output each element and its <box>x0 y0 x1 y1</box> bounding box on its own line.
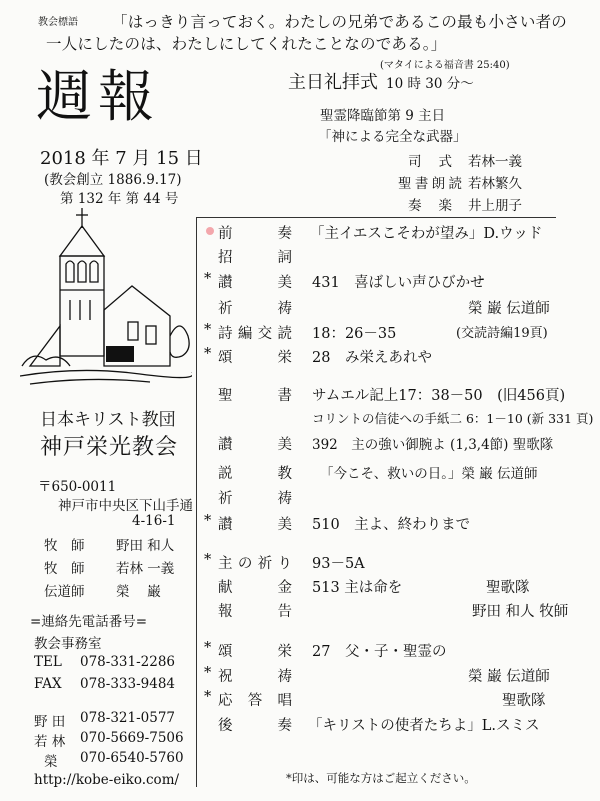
order-value: 18：26－35 <box>312 326 397 342</box>
fax-row <box>34 676 176 692</box>
phone-number: 070-5669-7506 <box>80 730 184 746</box>
minister-role: 牧 師 <box>44 561 85 577</box>
order-label: 前奏 <box>218 226 292 242</box>
stand-mark: * <box>204 552 212 568</box>
phone-row <box>34 750 184 770</box>
staff-row <box>398 172 568 190</box>
stand-mark: * <box>204 271 212 287</box>
address-line-2: 4-16-1 <box>132 513 176 529</box>
order-label: 頌栄 <box>218 644 292 660</box>
service-heading <box>288 68 474 94</box>
order-value: 513 主は命を <box>312 580 403 596</box>
order-value: 27 父・子・聖霊の <box>312 644 447 660</box>
order-label: 讃美 <box>218 437 292 453</box>
order-label: 祈祷 <box>218 491 292 507</box>
address-line-1: 神戸市中央区下山手通 <box>58 498 193 514</box>
staff-role: 奏楽 <box>408 198 452 214</box>
minister-role: 伝道師 <box>44 584 85 600</box>
staff-name: 若林繁久 <box>468 176 522 192</box>
order-extra: 聖歌隊 <box>486 580 530 596</box>
minister-role: 牧 師 <box>44 538 85 554</box>
fax-number: 078-333-9484 <box>80 676 176 692</box>
order-extra: (交読詩編19頁) <box>456 326 548 341</box>
staff-row <box>398 194 568 212</box>
church-illustration <box>20 206 192 396</box>
phone-name: 野 田 <box>34 714 66 730</box>
church-name: 神戸栄光教会 <box>40 435 179 460</box>
order-label: 讃美 <box>218 275 292 291</box>
liturgical-day: 聖霊降臨節第 9 主日 <box>320 108 446 124</box>
order-value: サムエル記上17：38－50 (旧456頁) <box>312 388 566 404</box>
order-label: 献金 <box>218 580 292 596</box>
column-divider <box>196 217 197 787</box>
website-url: http://kobe-eiko.com/ <box>34 772 180 788</box>
motto-source: (マタイによる福音書 25:40) <box>380 60 510 71</box>
order-label: 報告 <box>218 604 292 620</box>
order-label: 讃美 <box>218 517 292 533</box>
service-time: 10 時 30 分～ <box>386 76 474 92</box>
minister-row <box>44 580 161 600</box>
minister-name: 榮 巌 <box>116 584 161 600</box>
order-value: 「今こそ、救いの日。」榮 巌 伝道師 <box>320 466 538 482</box>
order-label: 祈祷 <box>218 301 292 317</box>
tel-row <box>34 654 176 670</box>
motto-line-2: 一人にしたのは、わたしにしてくれたことなのである。」 <box>46 35 447 53</box>
order-label: 聖書 <box>218 388 292 404</box>
service-title: 主日礼拝式 <box>288 72 378 93</box>
phone-name: 榮 <box>44 754 58 770</box>
order-label: 頌栄 <box>218 350 292 366</box>
order-label: 応答唱 <box>218 693 292 709</box>
phone-row <box>34 710 176 730</box>
stand-mark: * <box>204 346 212 362</box>
phone-number: 078-321-0577 <box>80 710 176 726</box>
bulletin-date: 2018 年 7 月 15 日 <box>40 148 203 169</box>
phone-name: 若 林 <box>34 734 66 750</box>
order-value: 28 み栄えあれや <box>312 350 432 366</box>
order-label: 詩編交読 <box>218 326 292 342</box>
bulletin-title: 週報 <box>36 65 160 130</box>
staff-role: 聖書朗読 <box>398 176 462 192</box>
minister-row <box>44 534 175 554</box>
stand-mark: * <box>204 689 212 705</box>
tel-label: TEL <box>34 654 62 670</box>
staff-name: 井上朋子 <box>468 198 522 214</box>
order-extra: 榮 巌 伝道師 <box>468 669 550 685</box>
order-label: 主の祈り <box>218 556 292 572</box>
motto-label: 教会標語 <box>38 17 78 28</box>
contact-heading: =連絡先電話番号= <box>30 614 148 630</box>
phone-row <box>34 730 184 750</box>
order-label: 招詞 <box>218 250 292 266</box>
postal-code: 〒650-0011 <box>38 479 117 495</box>
staff-name: 若林一義 <box>468 154 522 170</box>
highlight-dot <box>206 227 214 235</box>
order-extra: 聖歌隊 <box>502 693 546 709</box>
minister-name: 若林 一義 <box>116 561 175 577</box>
staff-role: 司式 <box>408 154 452 170</box>
order-label: 後奏 <box>218 718 292 734</box>
stand-mark: * <box>204 665 212 681</box>
order-label: 説教 <box>218 466 292 482</box>
order-extra: 野田 和人 牧師 <box>472 604 569 620</box>
staff-row <box>398 150 568 168</box>
order-value: 392 主の強い御腕よ (1,3,4節) 聖歌隊 <box>312 437 554 453</box>
order-value: コリントの信徒への手紙二 6：1－10 (新 331 頁) <box>312 411 594 426</box>
tel-number: 078-331-2286 <box>80 654 176 670</box>
order-value: 431 喜ばしい声ひびかせ <box>312 275 485 291</box>
order-value: 「主イエスこそわが望み」D.ウッド <box>310 226 543 242</box>
office-label: 教会事務室 <box>34 636 102 652</box>
minister-name: 野田 和人 <box>116 538 175 554</box>
standing-note: *印は、可能な方はご起立ください。 <box>286 771 476 785</box>
motto-line-1: 「はっきり言っておく。わたしの兄弟であるこの最も小さい者の <box>112 13 567 31</box>
stand-mark: * <box>204 513 212 529</box>
order-extra: 榮 巌 伝道師 <box>468 301 550 317</box>
order-value: 「キリストの使者たちよ」L.スミス <box>308 718 540 734</box>
order-label: 祝祷 <box>218 669 292 685</box>
section-divider <box>196 217 556 218</box>
stand-mark: * <box>204 322 212 338</box>
order-value: 93－5A <box>312 556 365 572</box>
order-value: 510 主よ、終わりまで <box>312 517 471 533</box>
volume-number: 第 132 年 第 44 号 <box>60 191 179 207</box>
stand-mark: * <box>204 640 212 656</box>
service-theme: 「神による完全な武器」 <box>318 129 467 145</box>
fax-label: FAX <box>34 676 62 692</box>
founded-date: (教会創立 1886.9.17) <box>44 172 182 188</box>
phone-number: 070-6540-5760 <box>80 750 184 766</box>
minister-row <box>44 557 175 577</box>
denomination: 日本キリスト教団 <box>40 410 176 430</box>
